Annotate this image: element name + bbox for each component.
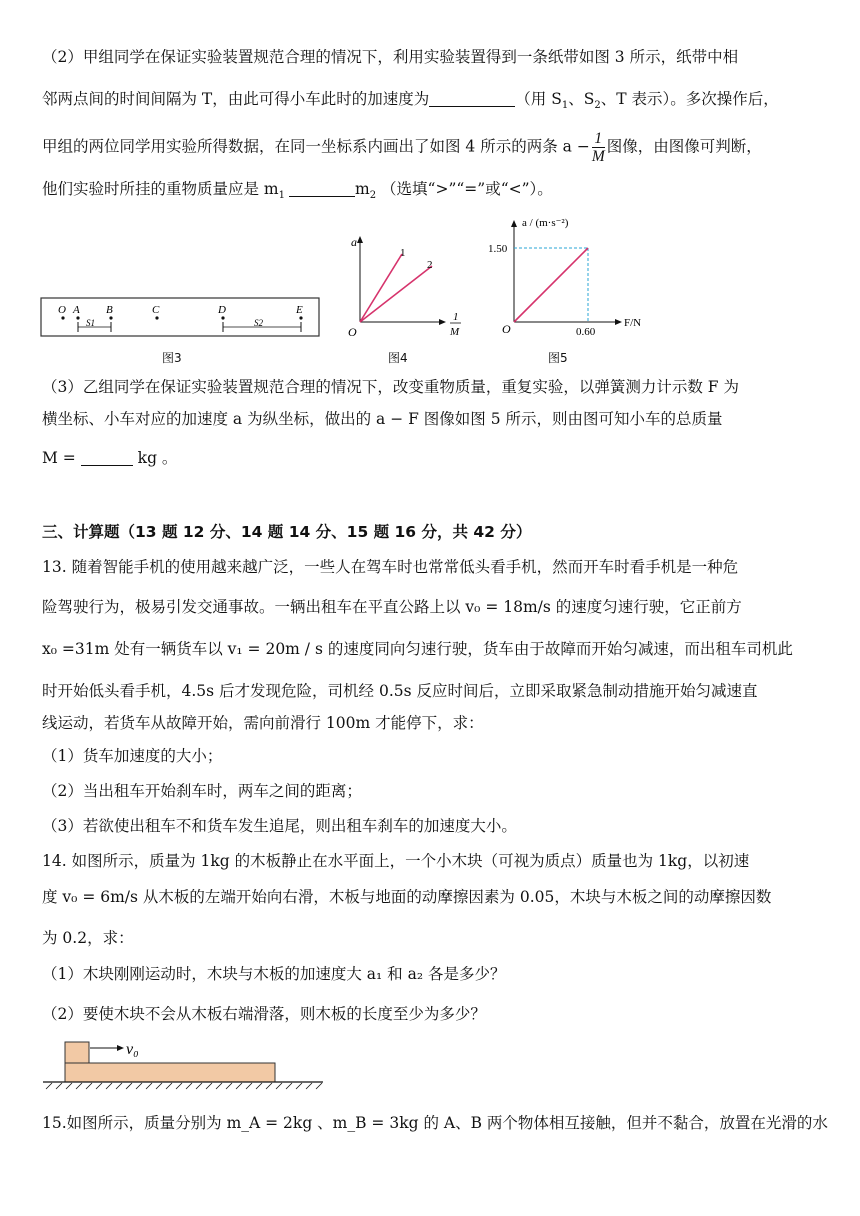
q12-part3-line2: 横坐标、小车对应的加速度 a 为纵坐标，做出的 a − F 图像如图 5 所示，则由图可知小车的总质量 xyxy=(42,410,723,428)
answer-blank-acceleration[interactable] xyxy=(429,90,515,107)
fig5-x-label: F/N xyxy=(624,317,642,329)
q13-line3: x₀ =31m 处有一辆货车以 v₁ = 20m / s 的速度同向匀速行驶，货车由于故障而开始匀减速，而出租车司机此 xyxy=(42,640,793,658)
small-block xyxy=(65,1042,89,1063)
q14-block-board-figure xyxy=(40,1036,330,1092)
section3-title: 三、计算题（13 题 12 分、14 题 14 分、15 题 16 分，共 42 分） xyxy=(42,523,532,541)
point-E-label: E xyxy=(296,304,303,316)
q14-line1: 14. 如图所示，质量为 1kg 的木板静止在水平面上，一个小木块（可视为质点）质量也为 1kg，以初速 xyxy=(42,852,750,870)
fig5-origin: O xyxy=(502,322,511,336)
q14-sub2: （2）要使木块不会从木板右端滑落，则木板的长度至少为多少？ xyxy=(42,1005,486,1023)
fig5-y-label: a / (m·s⁻²) xyxy=(522,217,569,229)
fig5-x-tick: 0.60 xyxy=(576,326,596,338)
fig4-origin: O xyxy=(348,325,357,339)
fig4-x-label-den: M xyxy=(450,326,460,338)
point-A-label: A xyxy=(73,304,80,316)
q12-part2-line3: 甲组的两位同学用实验所得数据，在同一坐标系内画出了如图 4 所示的两条 a − $\frac{1}{M}$ 图像，由图像可判断， xyxy=(42,130,762,165)
figure5-caption: 图5 xyxy=(548,351,568,365)
q13-line2: 险驾驶行为，极易引发交通事故。一辆出租车在平直公路上以 v₀ = 18m/s 的速度匀速行驶，它正前方 xyxy=(42,598,742,616)
q13-sub3: （3）若欲使出租车不和货车发生追尾，则出租车刹车的加速度大小。 xyxy=(42,817,517,835)
fig4-x-label-num: 1 xyxy=(453,311,459,323)
q15-line1: 15.如图所示，质量分别为 m_A = 2kg 、m_B = 3kg 的 A、B 两个物体相互接触，但并不黏合，放置在光滑的水 xyxy=(42,1114,828,1132)
q13-line1: 13. 随着智能手机的使用越来越广泛，一些人在驾车时也常常低头看手机，然而开车时看手机是一种危 xyxy=(42,558,739,576)
q13-sub1: （1）货车加速度的大小； xyxy=(42,747,223,765)
figure3-paper-tape xyxy=(38,294,324,344)
s2-label: S2 xyxy=(254,318,263,328)
line-1 xyxy=(360,254,402,322)
q14-sub1: （1）木块刚刚运动时，木块与木板的加速度大 a₁ 和 a₂ 各是多少？ xyxy=(42,965,506,983)
figure4-caption: 图4 xyxy=(388,351,408,365)
line-2 xyxy=(360,266,432,322)
point-D-label: D xyxy=(218,304,226,316)
wooden-board xyxy=(65,1063,275,1082)
fig5-y-tick: 1.50 xyxy=(488,243,508,255)
q13-sub2: （2）当出租车开始刹车时，两车之间的距离； xyxy=(42,782,362,800)
point-B-label: B xyxy=(106,304,113,316)
fig4-y-label: a xyxy=(351,235,357,249)
fraction-1-over-M: $\frac{1}{M}$ xyxy=(591,130,605,165)
figure5-graph xyxy=(484,212,674,342)
answer-blank-mass[interactable] xyxy=(81,449,133,466)
v0-label: v₀ xyxy=(126,1041,139,1058)
q12-part2-line2: 邻两点间的时间间隔为 T，由此可得小车此时的加速度为 （用 $S_1$、$S_2$、T 表示）。多次操作后， xyxy=(42,90,779,112)
s1-label: S1 xyxy=(86,318,95,328)
q14-line2: 度 v₀ = 6m/s 从木板的左端开始向右滑，木板与地面的动摩擦因素为 0.05，木块与木板之间的动摩擦因数 xyxy=(42,888,772,906)
q13-line4: 时开始低头看手机，4.5s 后才发现危险，司机经 0.5s 反应时间后，立即采取紧急制动措施开始匀减速直 xyxy=(42,682,758,700)
q12-part3-line1: （3）乙组同学在保证实验装置规范合理的情况下，改变重物质量，重复实验，以弹簧测力计示数 F 为 xyxy=(42,378,739,396)
point-O-label: O xyxy=(58,304,66,316)
q13-line5: 线运动，若货车从故障开始，需向前滑行 100m 才能停下，求： xyxy=(42,714,484,732)
q12-part2-line1: （2）甲组同学在保证实验装置规范合理的情况下，利用实验装置得到一条纸带如图 3 所示，纸带中相 xyxy=(42,48,739,66)
q12-part3-line3: M = kg 。 xyxy=(42,449,178,467)
line-2-label: 2 xyxy=(427,259,433,271)
q14-line3: 为 0.2，求： xyxy=(42,929,134,947)
answer-blank-mass-compare[interactable] xyxy=(289,180,355,197)
q12-part2-line4: 他们实验时所挂的重物质量应是 $m_1$ $m_2$ （选填“>”“=”或“<”）。 xyxy=(42,180,553,202)
line-1-label: 1 xyxy=(400,247,406,259)
figure4-graph xyxy=(340,232,470,342)
a-F-line xyxy=(514,248,588,322)
figure3-caption: 图3 xyxy=(162,351,182,365)
point-C-label: C xyxy=(152,304,160,316)
